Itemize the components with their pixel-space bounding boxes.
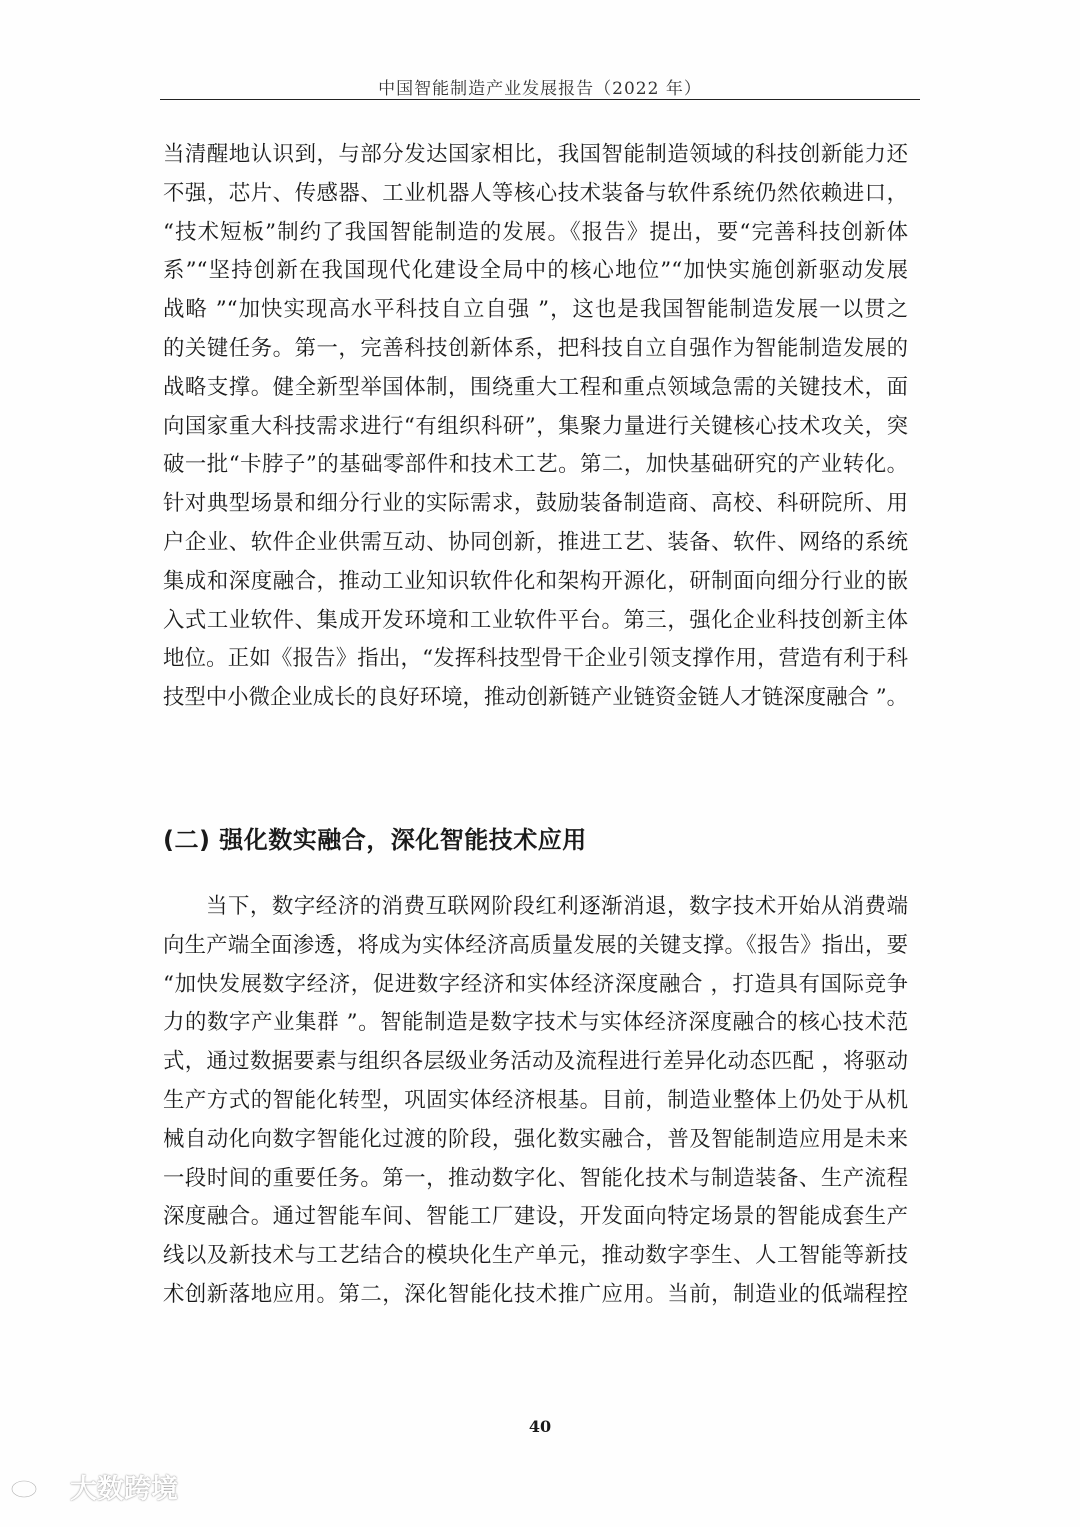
text-line: 术创新落地应用。第二，深化智能化技术推广应用。当前，制造业的低端程控	[163, 1281, 908, 1307]
text-line: 战略 ”“加快实现高水平科技自立自强 ”，这也是我国智能制造发展一以贯之	[163, 297, 908, 323]
text-line: 力的数字产业集群 ”。智能制造是数字技术与实体经济深度融合的核心技术范	[163, 1010, 908, 1036]
text-line: 户企业、软件企业供需互动、协同创新，推进工艺、装备、软件、网络的系统	[163, 529, 908, 555]
text-line: “技术短板”制约了我国智能制造的发展。《报告》提出，要“完善科技创新体	[163, 219, 908, 245]
text-line: 集成和深度融合，推动工业知识软件化和架构开源化，研制面向细分行业的嵌	[163, 568, 908, 594]
text-line: 一段时间的重要任务。第一，推动数字化、智能化技术与制造装备、生产流程	[163, 1165, 908, 1191]
text-line: 生产方式的智能化转型，巩固实体经济根基。目前，制造业整体上仍处于从机	[163, 1087, 908, 1113]
text-line: 式，通过数据要素与组织各层级业务活动及流程进行差异化动态匹配 ，将驱动	[163, 1049, 908, 1075]
watermark-text: 大数跨境	[70, 1473, 178, 1505]
text-line: 入式工业软件、集成开发环境和工业软件平台。第三，强化企业科技创新主体	[163, 607, 908, 633]
header-rule	[160, 99, 920, 100]
running-header: 中国智能制造产业发展报告（2022 年）	[378, 79, 702, 99]
text-line: 械自动化向数字智能化过渡的阶段，强化数实融合，普及智能制造应用是未来	[163, 1126, 908, 1152]
text-line: 系”“坚持创新在我国现代化建设全局中的核心地位”“加快实施创新驱动发展	[163, 258, 908, 284]
text-line: 不强，芯片、传感器、工业机器人等核心技术装备与软件系统仍然依赖进口，	[163, 180, 908, 206]
text-line: 针对典型场景和细分行业的实际需求，鼓励装备制造商、高校、科研院所、用	[163, 491, 908, 517]
text-line: 战略支撑。健全新型举国体制，围绕重大工程和重点领域急需的关键技术，面	[163, 374, 908, 400]
text-line: 地位。正如《报告》指出，“发挥科技型骨干企业引领支撑作用，营造有利于科	[163, 646, 908, 672]
text-line: 的关键任务。第一，完善科技创新体系，把科技自立自强作为智能制造发展的	[163, 335, 908, 361]
watermark	[8, 1466, 178, 1506]
section-heading: (二) 强化数实融合，深化智能技术应用	[163, 826, 587, 854]
text-line: 当下，数字经济的消费互联网阶段红利逐渐消退，数字技术开始从消费端	[206, 894, 908, 919]
text-line: 当清醒地认识到，与部分发达国家相比，我国智能制造领域的科技创新能力还	[163, 142, 908, 167]
page-number: 40	[528, 1417, 552, 1436]
body-paragraph-2	[163, 888, 908, 1315]
weibo-logo-icon	[8, 1471, 64, 1501]
text-line: 向生产端全面渗透，将成为实体经济高质量发展的关键支撑。《报告》指出，要	[163, 932, 908, 958]
text-line: 深度融合。通过智能车间、智能工厂建设，开发面向特定场景的智能成套生产	[163, 1204, 908, 1230]
text-line: 破一批“卡脖子”的基础零部件和技术工艺。第二，加快基础研究的产业转化。	[163, 452, 908, 478]
text-line: 向国家重大科技需求进行“有组织科研”，集聚力量进行关键核心技术攻关，突	[163, 413, 908, 439]
text-line: 技型中小微企业成长的良好环境，推动创新链产业链资金链人才链深度融合 ”。	[163, 685, 908, 711]
text-line: 线以及新技术与工艺结合的模块化生产单元，推动数字孪生、人工智能等新技	[163, 1243, 908, 1269]
text-line: “加快发展数字经济，促进数字经济和实体经济深度融合 ，打造具有国际竞争	[163, 971, 908, 997]
body-paragraph-1	[163, 136, 908, 718]
